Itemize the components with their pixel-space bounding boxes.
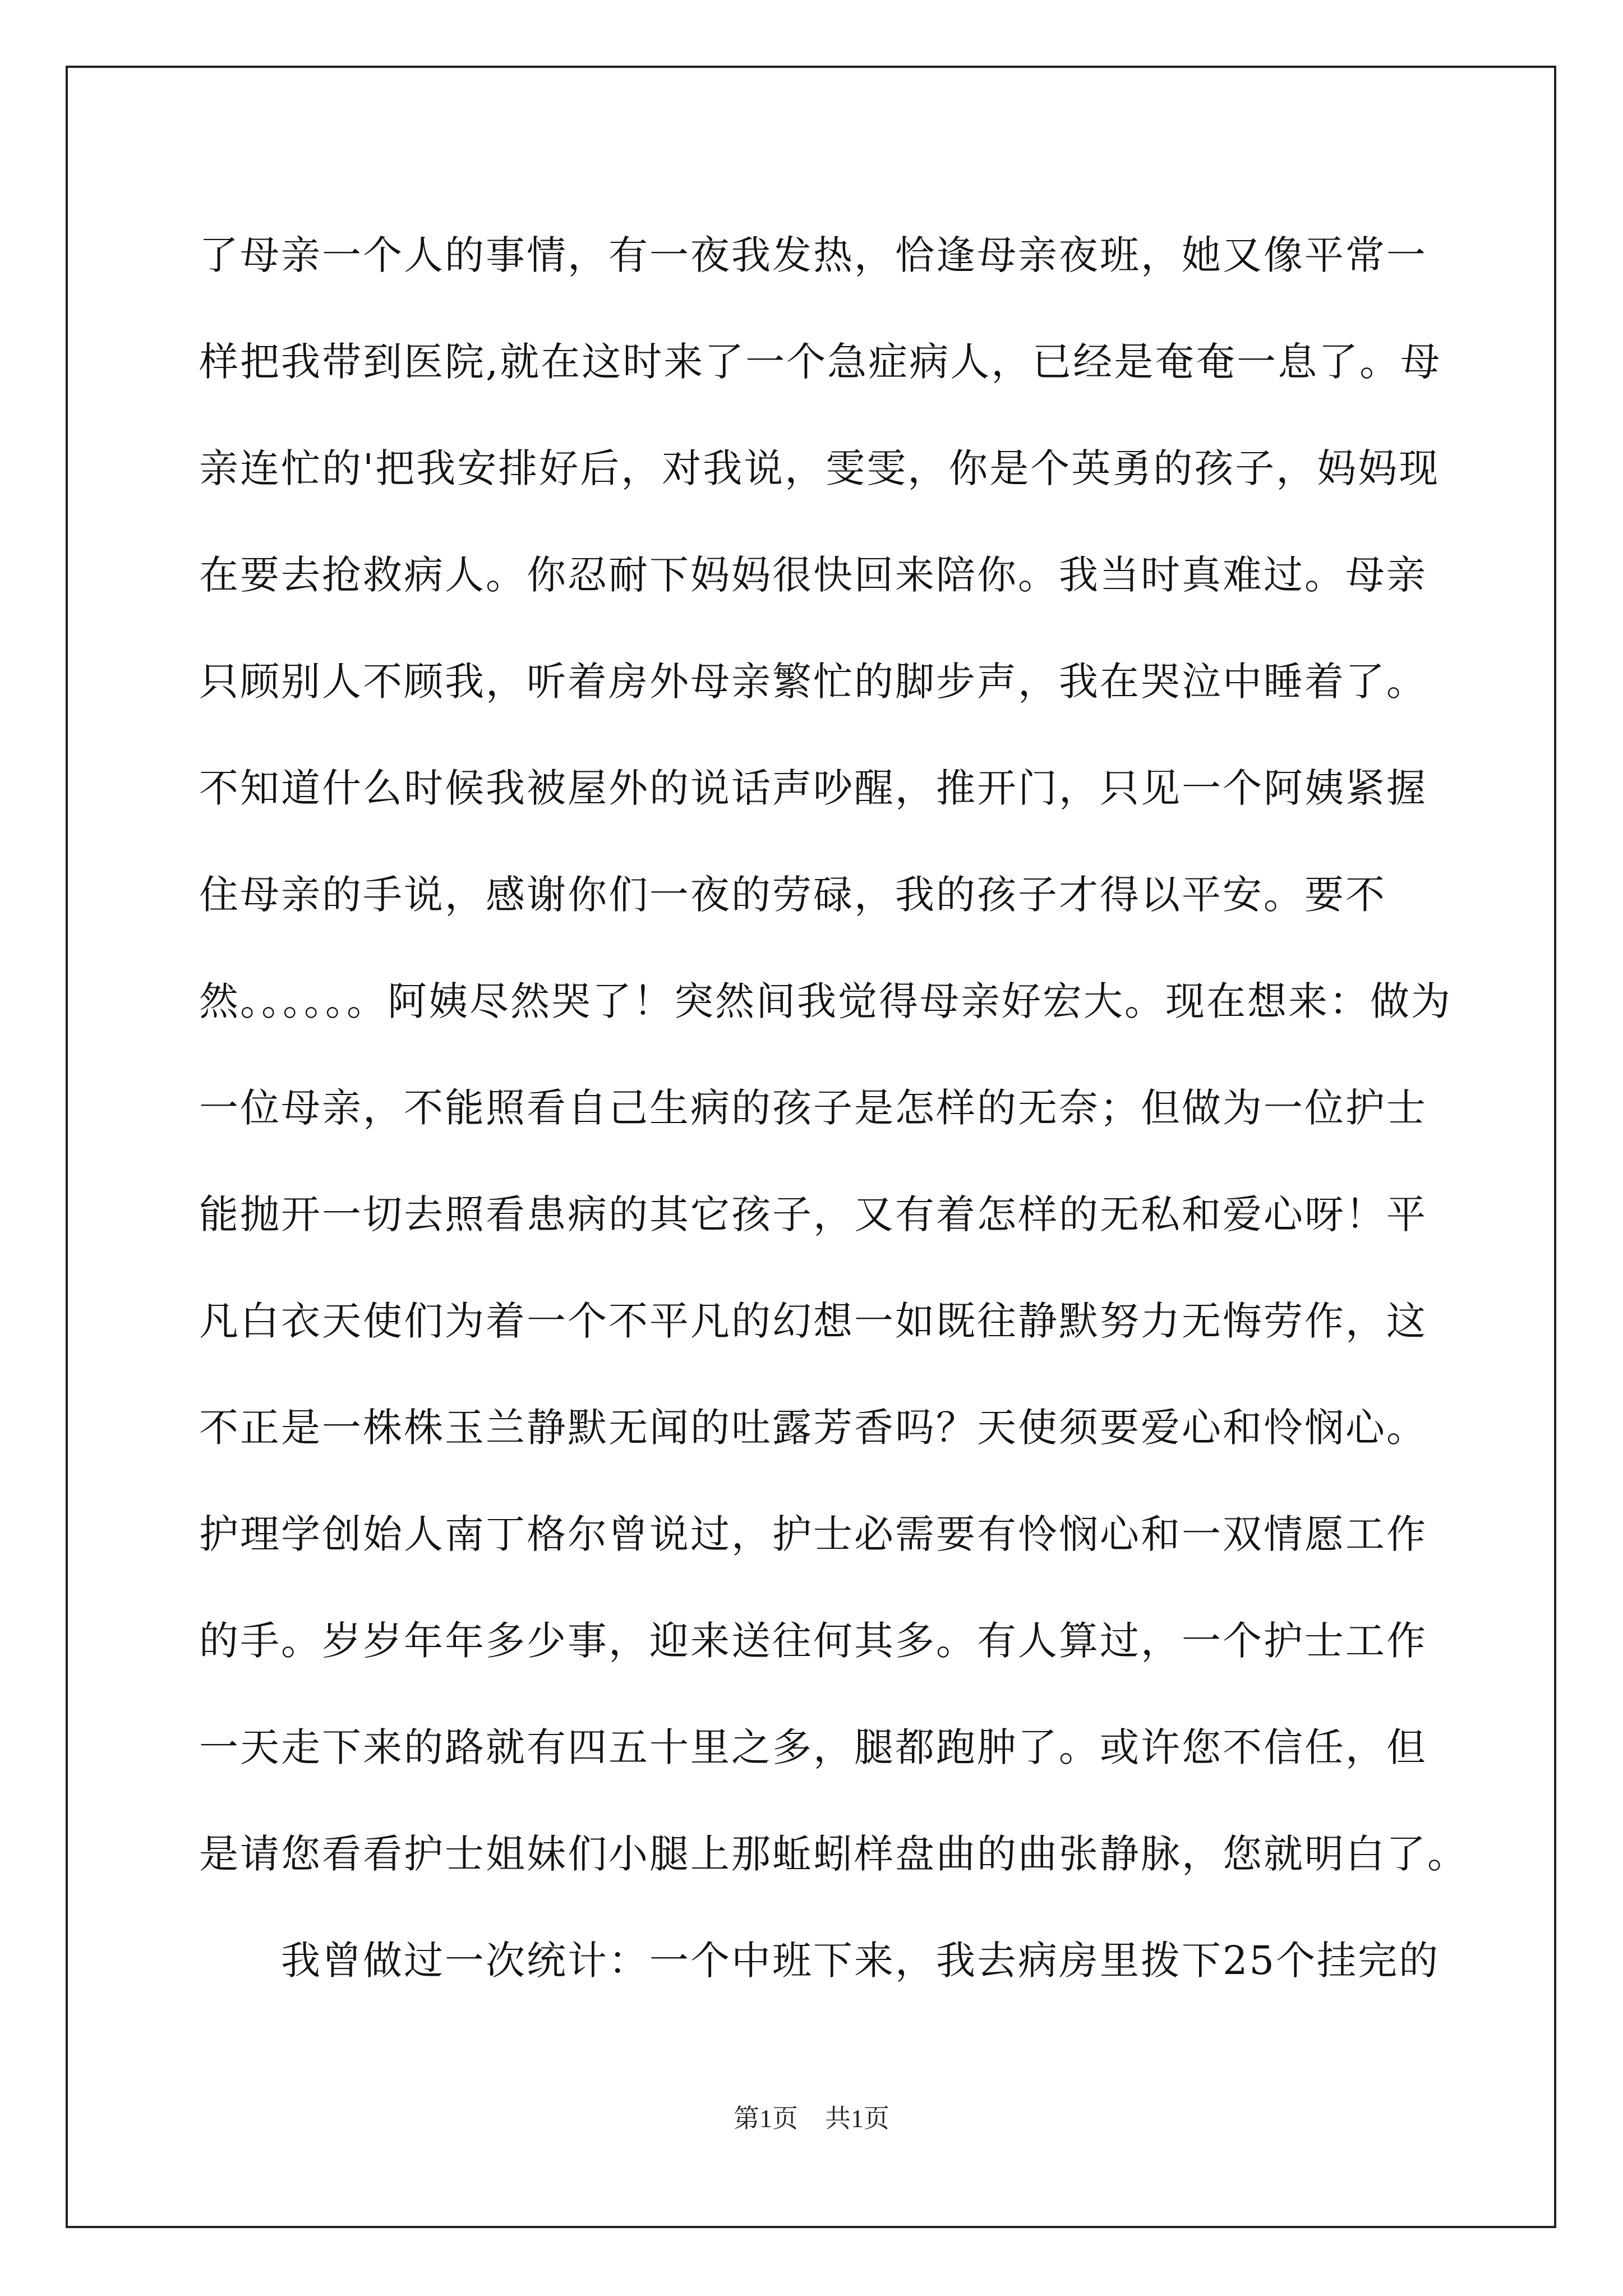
text-line: 我曾做过一次统计：一个中班下来，我去病房里拨下25个挂完的 <box>199 1938 1440 1984</box>
text-line: 了母亲一个人的事情，有一夜我发热，恰逢母亲夜班，她又像平常一 <box>199 232 1427 278</box>
text-line: 不正是一株株玉兰静默无闻的吐露芳香吗？天使须要爱心和怜悯心。 <box>199 1405 1427 1451</box>
text-line: 在要去抢救病人。你忍耐下妈妈很快回来陪你。我当时真难过。母亲 <box>199 552 1427 598</box>
text-line: 住母亲的手说，感谢你们一夜的劳碌，我的孩子才得以平安。要不 <box>199 872 1386 918</box>
text-line: 凡白衣天使们为着一个不平凡的幻想一如既往静默努力无悔劳作，这 <box>199 1298 1427 1344</box>
text-line: 一天走下来的路就有四五十里之多，腿都跑肿了。或许您不信任，但 <box>199 1724 1427 1770</box>
document-body <box>199 202 1468 2014</box>
text-line: 一位母亲，不能照看自己生病的孩子是怎样的无奈；但做为一位护士 <box>199 1085 1427 1131</box>
text-line: 护理学创始人南丁格尔曾说过，护士必需要有怜悯心和一双情愿工作 <box>199 1511 1427 1557</box>
text-line: 然。。。。。。阿姨尽然哭了！突然间我觉得母亲好宏大。现在想来：做为 <box>199 978 1452 1024</box>
text-line: 样把我带到医院,就在这时来了一个急症病人，已经是奄奄一息了。母 <box>199 339 1442 385</box>
text-line: 不知道什么时候我被屋外的说话声吵醒，推开门，只见一个阿姨紧握 <box>199 765 1427 811</box>
page-total: 共1页 <box>825 2104 889 2133</box>
page-number: 第1页 <box>734 2104 798 2133</box>
text-line: 只顾别人不顾我，听着房外母亲繁忙的脚步声，我在哭泣中睡着了。 <box>199 659 1427 705</box>
text-line: 的手。岁岁年年多少事，迎来送往何其多。有人算过，一个护士工作 <box>199 1618 1427 1664</box>
text-line: 是请您看看护士姐妹们小腿上那蚯蚓样盘曲的曲张静脉，您就明白了。 <box>199 1831 1468 1877</box>
text-line: 亲连忙的'把我安排好后，对我说，雯雯，你是个英勇的孩子，妈妈现 <box>199 445 1440 491</box>
text-line: 能抛开一切去照看患病的其它孩子，又有着怎样的无私和爱心呀！平 <box>199 1191 1427 1237</box>
page-footer <box>0 2098 1623 2135</box>
